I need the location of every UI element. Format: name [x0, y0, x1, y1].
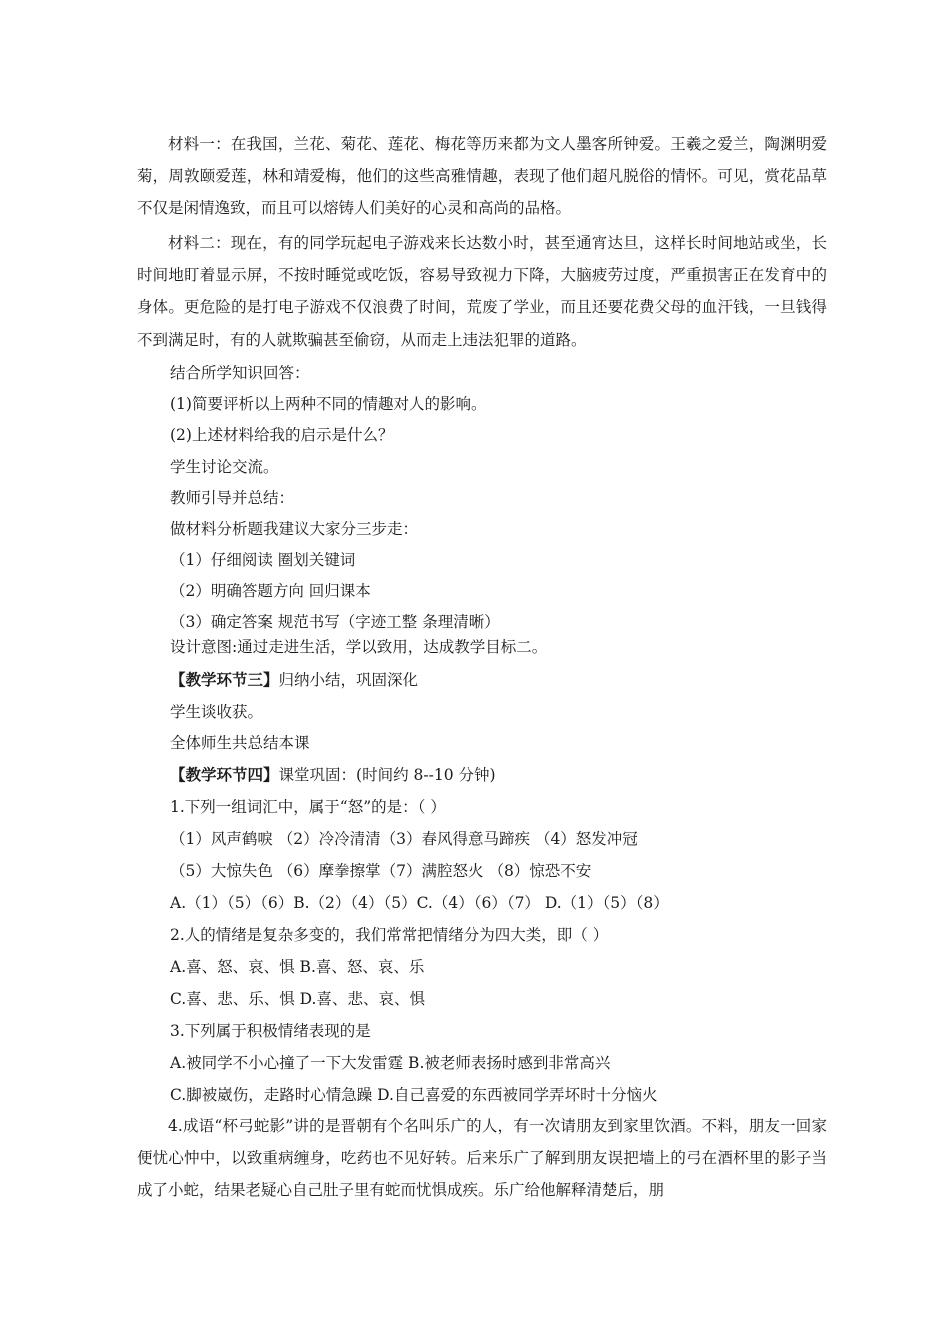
question-1-options: A.（1）（5）（6）B.（2）（4）（5）C.（4）（6）（7） D.（1）（5）（8） [170, 894, 669, 912]
paragraph-material-2: 材料二：现在，有的同学玩起电子游戏来长达数小时，甚至通宵达旦，这样长时间地站或坐，长时间地盯着显示屏，不按时睡觉或吃饭，容易导致视力下降，大脑疲劳过度，严重损害正在发育中的身体。更危险的是打电子游戏不仅浪费了时间，荒废了学业，而且还要花费父母的血汗钱，一旦钱得不到满足时，有的人就欺骗甚至偷窃，从而走上违法犯罪的道路。 [137, 234, 827, 349]
line-student-gains: 学生谈收获。 [170, 703, 264, 721]
section-heading-3 [170, 670, 418, 690]
line-prompt: 结合所学知识回答： [170, 364, 310, 382]
paragraph-material-1: 材料一：在我国，兰花、菊花、莲花、梅花等历来都为文人墨客所钟爱。王羲之爱兰，陶渊明爱菊，周敦颐爱莲，林和靖爱梅，他们的这些高雅情趣，表现了他们超凡脱俗的情怀。可见，赏花品草不仅是闲情逸致，而且可以熔铸人们美好的心灵和高尚的品格。 [137, 135, 827, 218]
question-1: 1.下列一组词汇中，属于“怒”的是：（ ） [170, 798, 446, 816]
section-title-3: 归纳小结，巩固深化 [278, 671, 419, 689]
section-tag-4: 【教学环节四】 [170, 765, 279, 784]
line-step-3: （3）确定答案 规范书写（字迹工整 条理清晰） [170, 613, 500, 631]
question-3-options-a: A.被同学不小心撞了一下大发雷霆 B.被老师表扬时感到非常高兴 [170, 1054, 611, 1072]
line-question-2: (2)上述材料给我的启示是什么？ [170, 426, 394, 444]
line-three-steps: 做材料分析题我建议大家分三步走： [170, 520, 419, 538]
line-design-intent: 设计意图:通过走进生活，学以致用，达成教学目标二。 [170, 638, 548, 656]
line-step-2: （2）明确答题方向 回归课本 [170, 582, 371, 600]
question-3-options-b: C.脚被崴伤，走路时心情急躁 D.自己喜爱的东西被同学弄坏时十分恼火 [170, 1086, 658, 1104]
line-question-1: (1)简要评析以上两种不同的情趣对人的影响。 [170, 395, 487, 413]
line-step-1: （1）仔细阅读 圈划关键词 [170, 551, 356, 569]
section-tag-3: 【教学环节三】 [170, 670, 279, 689]
question-1-items-b: （5）大惊失色 （6）摩拳擦掌（7）满腔怒火 （8）惊恐不安 [170, 862, 592, 880]
line-class-summary: 全体师生共总结本课 [170, 734, 310, 752]
question-3: 3.下列属于积极情绪表现的是 [170, 1022, 371, 1040]
question-2-options-a: A.喜、怒、哀、惧 B.喜、怒、哀、乐 [170, 958, 425, 976]
section-heading-4 [170, 765, 496, 785]
line-student-discuss: 学生讨论交流。 [170, 458, 279, 476]
section-title-4: 课堂巩固：(时间约 8--10 分钟) [278, 766, 496, 784]
line-teacher-summary: 教师引导并总结： [170, 489, 295, 507]
question-2-options-b: C.喜、悲、乐、惧 D.喜、悲、哀、惧 [170, 990, 425, 1008]
question-1-items-a: （1）风声鹤唳 （2）冷冷清清（3）春风得意马蹄疾 （4）怒发冲冠 [170, 830, 638, 848]
question-2: 2.人的情绪是复杂多变的，我们常常把情绪分为四大类，即（ ） [170, 926, 609, 944]
question-4: 4.成语“杯弓蛇影”讲的是晋朝有个名叫乐广的人，有一次请朋友到家里饮酒。不料，朋友一回家便忧心忡中，以致重病缠身，吃药也不见好转。后来乐广了解到朋友误把墙上的弓在酒杯里的影子当成了小蛇，结果老疑心自己肚子里有蛇而忧惧成疾。乐广给他解释清楚后，朋 [137, 1117, 827, 1200]
